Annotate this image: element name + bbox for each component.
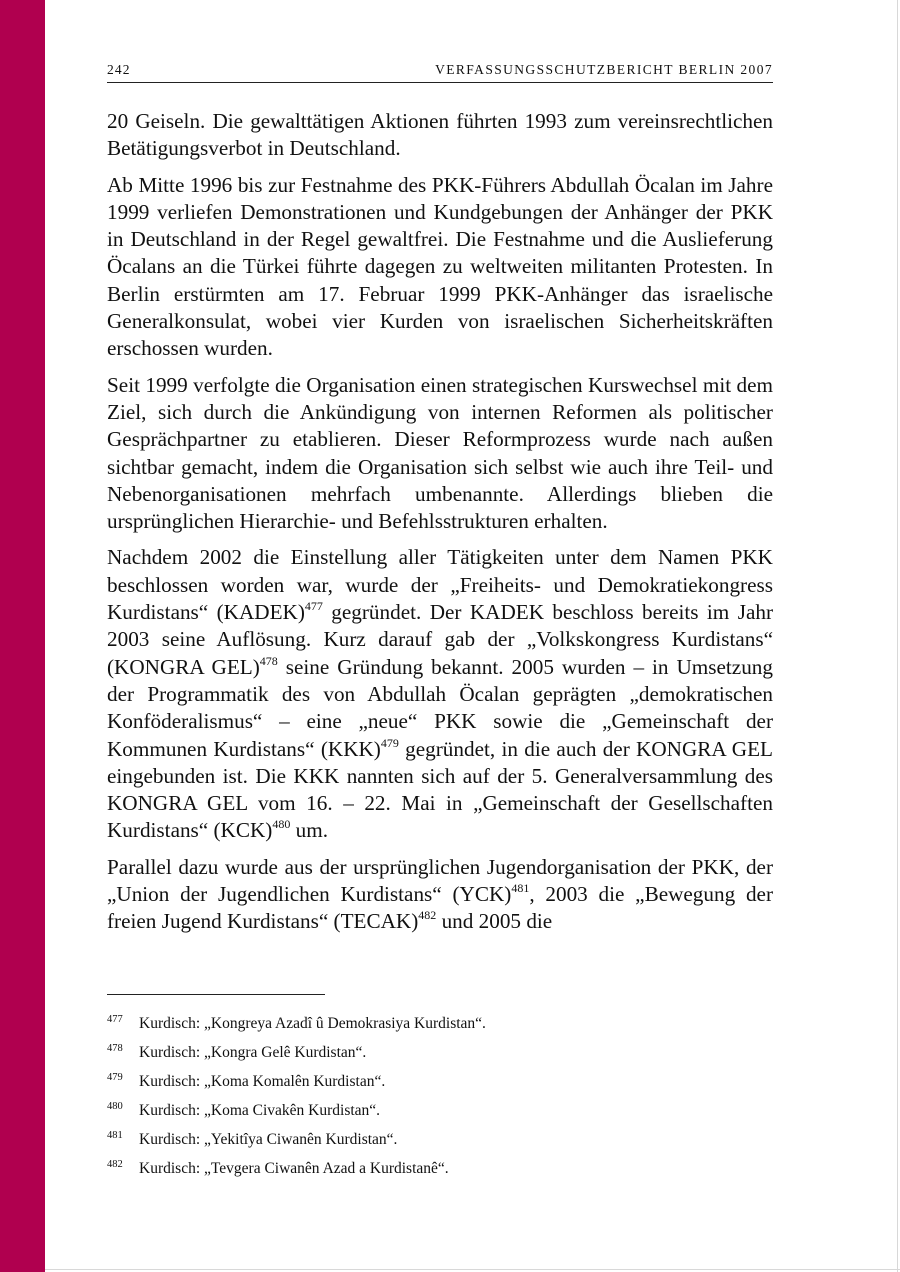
running-header bbox=[107, 62, 773, 83]
page-edge-right bbox=[897, 0, 898, 1272]
footnote-number: 480 bbox=[107, 1101, 123, 1112]
paragraph-text: seine Gründung bekannt. 2005 wurden – in Umsetzung der Programmatik des von Abdullah Öcalan geprägten „demokratischen Konföderalismus“ – eine „neue“ PKK sowie die „Gemeinschaft der Kommunen Kurdistans“ (KKK) bbox=[107, 654, 773, 761]
paragraph-4 bbox=[107, 544, 773, 844]
paragraph-5 bbox=[107, 854, 773, 936]
main-text bbox=[107, 108, 773, 945]
footnote-text: Kurdisch: „Yekitîya Ciwanên Kurdistan“. bbox=[139, 1131, 398, 1148]
paragraph-1: 20 Geiseln. Die gewalttätigen Aktionen führten 1993 zum vereinsrechtlichen Betätigungsverbot in Deutschland. bbox=[107, 109, 773, 161]
footnote bbox=[107, 1158, 773, 1187]
paragraph-text: gegründet, in die auch der KONGRA GEL eingebunden ist. Die KKK nannten sich auf der 5. Generalversammlung des KONGRA GEL vom 16. – 22. Mai in „Gemeinschaft der Gesellschaften Kurdistans“ (KCK) bbox=[107, 736, 773, 843]
footnote bbox=[107, 1013, 773, 1042]
running-title: VERFASSUNGSSCHUTZBERICHT BERLIN 2007 bbox=[435, 62, 773, 77]
footnote-text: Kurdisch: „Tevgera Ciwanên Azad a Kurdistanê“. bbox=[139, 1160, 449, 1177]
footnote-ref-482[interactable]: 482 bbox=[418, 908, 437, 923]
footnote-text: Kurdisch: „Koma Komalên Kurdistan“. bbox=[139, 1073, 386, 1090]
paragraph-text: um. bbox=[290, 818, 329, 843]
footnote bbox=[107, 1129, 773, 1158]
paragraph-text: Parallel dazu wurde aus der ursprünglichen Jugendorganisation der PKK, der „Union der Jugendlichen Kurdistans“ (YCK) bbox=[107, 854, 773, 907]
paragraph-2: Ab Mitte 1996 bis zur Festnahme des PKK-Führers Abdullah Öcalan im Jahre 1999 verliefen Demonstrationen und Kundgebungen der Anhänger der PKK in Deutschland in der Regel gewaltfrei. Die Festnahme und die Auslieferung Öcalans an die Türkei führte dagegen zu weltweiten militanten Protesten. In Berlin erstürmten am 17. Februar 1999 PKK-Anhänger das israelische Generalkonsulat, wobei vier Kurden von israelischen Sicherheitskräften erschossen wurden. bbox=[107, 172, 773, 361]
color-sidebar bbox=[0, 0, 45, 1272]
footnote-ref-480[interactable]: 480 bbox=[272, 817, 291, 832]
page-number: 242 bbox=[107, 62, 131, 77]
paragraph-text: Nachdem 2002 die Einstellung aller Tätigkeiten unter dem Namen PKK beschlossen worden war, wurde der „Freiheits- und Demokratiekongress Kurdistans“ (KADEK) bbox=[107, 545, 773, 625]
footnote-number: 478 bbox=[107, 1043, 123, 1054]
footnote-number: 481 bbox=[107, 1130, 123, 1141]
footnote-separator bbox=[107, 994, 325, 995]
footnote-text: Kurdisch: „Koma Civakên Kurdistan“. bbox=[139, 1102, 381, 1119]
page-edge-bottom bbox=[45, 1269, 900, 1270]
footnote-ref-477[interactable]: 477 bbox=[304, 599, 323, 614]
footnote-text: Kurdisch: „Kongreya Azadî û Demokrasiya Kurdistan“. bbox=[139, 1015, 486, 1032]
paragraph-text: , 2003 die „Bewegung der freien Jugend Kurdistans“ (TECAK) bbox=[107, 882, 773, 934]
footnote-ref-478[interactable]: 478 bbox=[259, 653, 278, 668]
paragraph-text: und 2005 die bbox=[436, 909, 553, 934]
footnote-number: 477 bbox=[107, 1014, 123, 1025]
paragraph-3: Seit 1999 verfolgte die Organisation einen strategischen Kurswechsel mit dem Ziel, sich durch die Ankündigung von internen Reformen als politischer Gesprächpartner zu etablieren. Dieser Reformprozess wurde nach außen sichtbar gemacht, indem die Organisation sich selbst wie auch ihre Teil- und Nebenorganisationen mehrfach umbenannte. Allerdings blieben die ursprünglichen Hierarchie- und Befehlsstrukturen erhalten. bbox=[107, 372, 773, 534]
footnotes bbox=[107, 1013, 773, 1187]
footnote-ref-481[interactable]: 481 bbox=[511, 881, 530, 896]
footnote-ref-479[interactable]: 479 bbox=[380, 735, 399, 750]
footnote-text: Kurdisch: „Kongra Gelê Kurdistan“. bbox=[139, 1044, 367, 1061]
paragraph-text: gegründet. Der KADEK beschloss bereits im Jahr 2003 seine Auflösung. Kurz darauf gab der „Volkskongress Kurdistans“ (KONGRA GEL) bbox=[107, 600, 773, 679]
footnote bbox=[107, 1100, 773, 1129]
footnote-number: 482 bbox=[107, 1159, 123, 1170]
footnote bbox=[107, 1042, 773, 1071]
footnote-number: 479 bbox=[107, 1072, 123, 1083]
footnote bbox=[107, 1071, 773, 1100]
